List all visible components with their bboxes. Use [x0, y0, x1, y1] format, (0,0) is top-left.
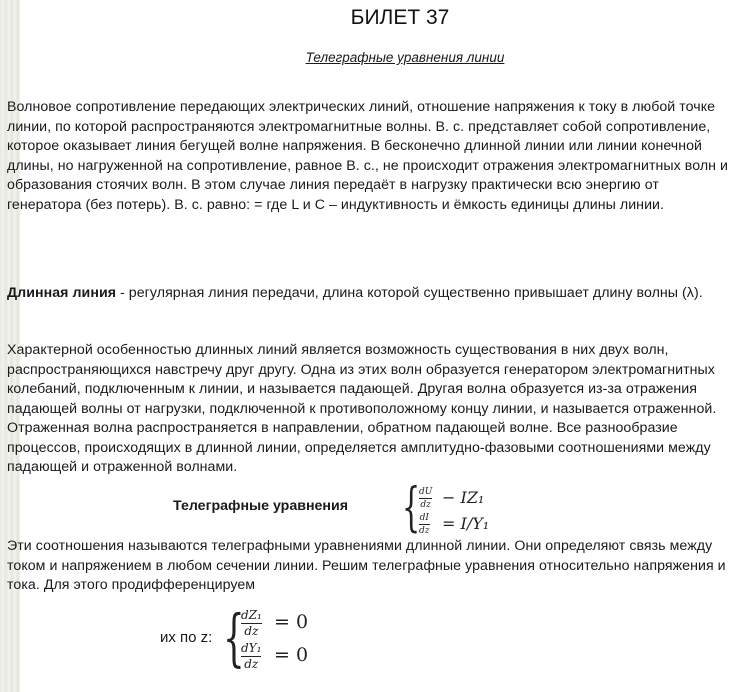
- derivative-system-brace: {: [223, 601, 245, 674]
- long-line-definition: - регулярная линия передачи, длина которой существенно привышает длину волны (λ).: [116, 285, 703, 301]
- ticket-title: БИЛЕТ 37: [350, 6, 450, 29]
- paragraph-wave-impedance: Волновое сопротивление передающих электрических линий, отношение напряжения к току в любой точке линии, по которой распространяются электромагнитные волны. В. с. представляет собой сопротивление, которое оказывает линия бегущей волне напряжения. В бесконечно длинной линии или линии конечной длины, но нагруженной на сопротивление, равное В. с., не происходит отражения электромагнитных волн и образования стоячих волн. В этом случае линия передаёт в нагрузку практически всю энергию от генератора (без потерь). В. с. равно: = где L и C ‒ индуктивность и ёмкость единицы длины линии.: [7, 99, 728, 213]
- eq3-numerator: dZ₁: [241, 608, 262, 622]
- paragraph-telegraph-equations: Эти соотношения называются телеграфными уравнениями длинной линии. Они определяют связь между током и напряжением в любом сечении линии. Решим телеграфные уравнения относительно напряжения и тока. Для этого продифференцируем: [7, 538, 726, 593]
- section-subtitle: Телеграфные уравнения линии: [305, 50, 505, 65]
- equation-1-rhs: − IZ₁: [442, 488, 485, 507]
- equation-2-rhs: = I/Y₁: [442, 514, 490, 533]
- eq1-numerator: dU: [419, 487, 433, 497]
- equation-3-rhs: = 0: [274, 611, 309, 633]
- eq1-denominator: dz: [420, 500, 431, 510]
- equation-4-rhs: = 0: [274, 644, 309, 666]
- equations-label: Телеграфные уравнения: [173, 498, 348, 514]
- term-long-line: Длинная линия: [7, 285, 117, 301]
- equation-2-fraction: [419, 513, 430, 536]
- paragraph-long-line: [7, 284, 737, 304]
- paragraph-two-waves: Характерной особенностью длинных линий является возможность существования в них двух волн, распространяющихся навстречу друг другу. Одна из этих волн образуется генератором электромагнитных колебаний, подключенным к линии, и называется падающей. Другая волна образуется из-за отражения падающей волны от нагрузки, подключенной к противоположному концу линии, и называется отраженной. Отраженная волна распространяется в направлении, обратном падающей волне. Все разнообразие процессов, происходящих в длинной линии, определяется амплитудно-фазовыми соотношениями между падающей и отраженной волнами.: [7, 342, 717, 475]
- eq2-numerator: dI: [419, 513, 429, 523]
- eq2-denominator: dz: [419, 526, 430, 536]
- eq2-fraction-bar: [419, 524, 430, 525]
- equation-system-brace: {: [402, 478, 421, 538]
- eq4-numerator: dY₁: [241, 641, 262, 655]
- eq3-denominator: dz: [244, 624, 259, 638]
- equation-4-fraction: [241, 642, 261, 671]
- equation-3-fraction: [241, 609, 262, 638]
- eq1-fraction-bar: [419, 498, 432, 499]
- differentiate-label: их по z:: [160, 629, 213, 646]
- eq4-denominator: dz: [244, 657, 259, 671]
- equation-1-fraction: [419, 487, 432, 510]
